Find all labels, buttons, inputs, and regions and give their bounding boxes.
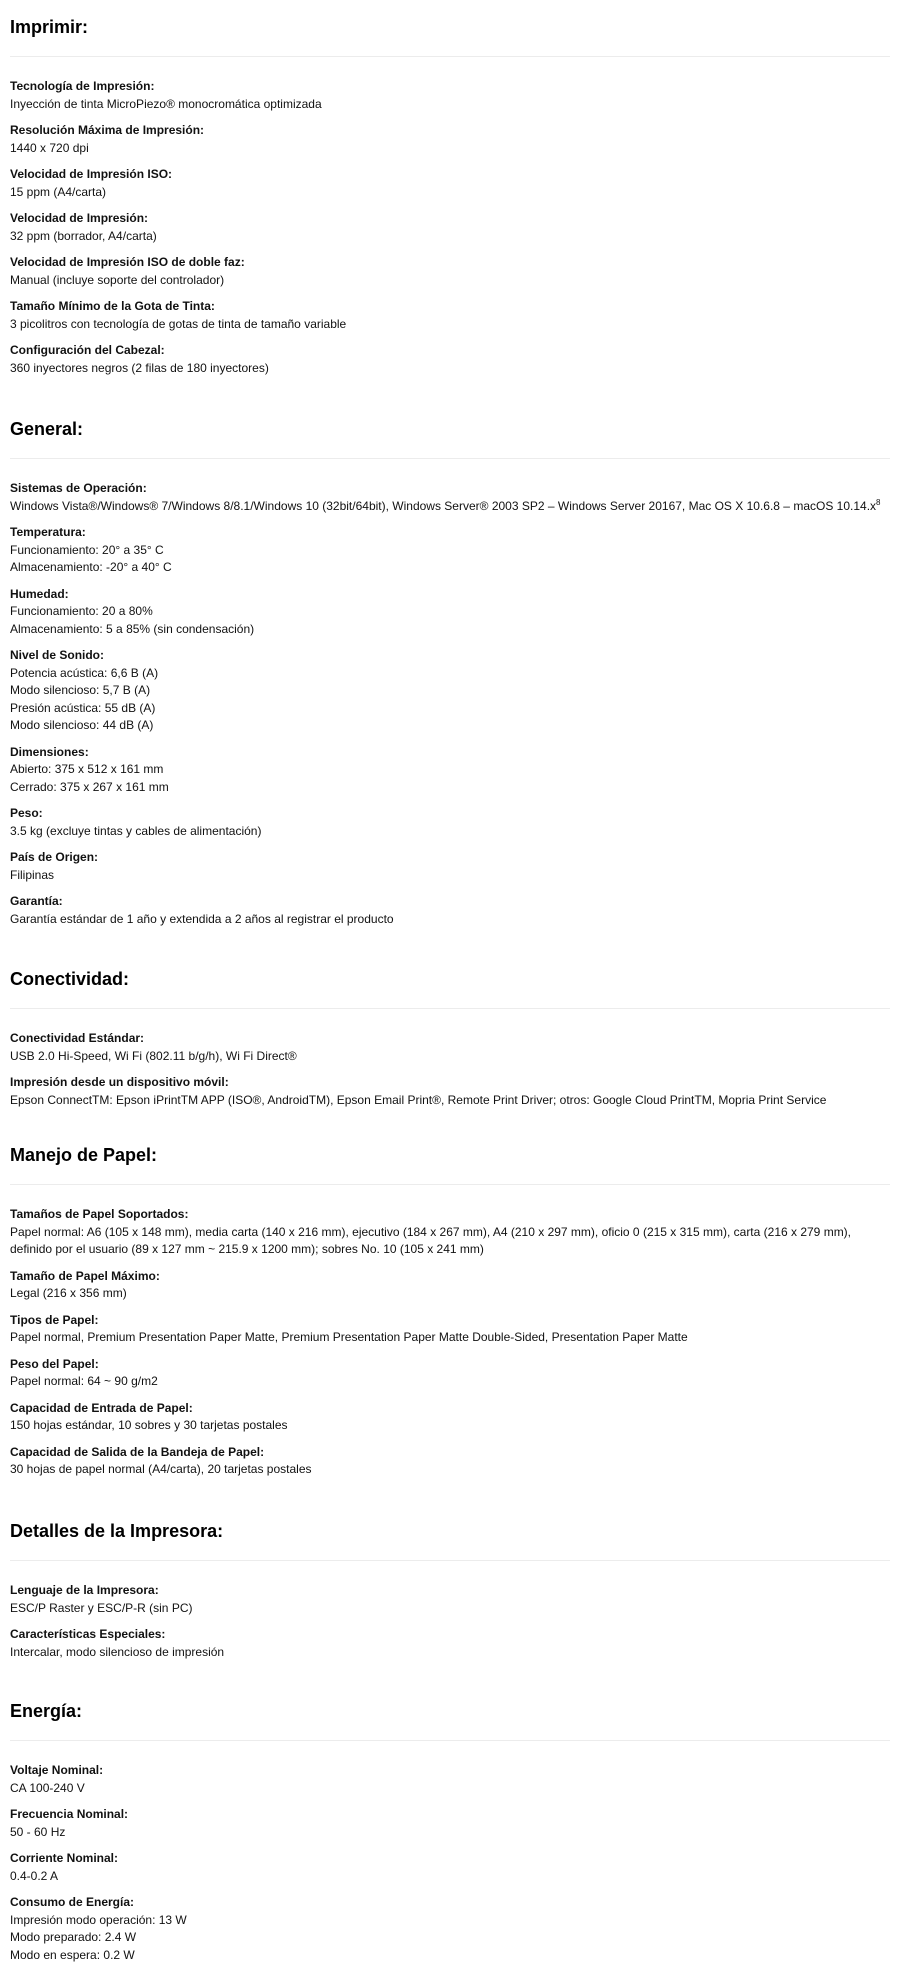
section-divider (10, 1008, 890, 1009)
spec-value (10, 700, 890, 718)
spec-item-tamano-de-papel-maximo (10, 1268, 890, 1303)
spec-value-text: Funcionamiento: 20° a 35° C (10, 542, 164, 557)
spec-label: Tamaños de Papel Soportados: (10, 1207, 189, 1221)
spec-item-voltaje-nominal (10, 1762, 890, 1797)
spec-label: Dimensiones: (10, 744, 89, 759)
spec-value (10, 542, 890, 560)
spec-item-velocidad-de-impresion-iso-de-doble-faz (10, 254, 890, 289)
spec-value (10, 498, 890, 516)
spec-label: Sistemas de Operación: (10, 481, 147, 495)
spec-value (10, 1461, 890, 1479)
spec-item-configuracion-del-cabezal (10, 342, 890, 377)
section-title: Conectividad: (10, 969, 130, 989)
spec-item-tamano-minimo-de-la-gota-de-tinta (10, 298, 890, 333)
spec-label: Capacidad de Entrada de Papel: (10, 1400, 193, 1415)
spec-label: Tamaño Mínimo de la Gota de Tinta: (10, 299, 215, 313)
spec-item-resolucion-maxima-de-impresion (10, 122, 890, 157)
spec-item-caracteristicas-especiales (10, 1626, 890, 1661)
spec-item-capacidad-de-salida-de-la-bandeja-de-papel (10, 1444, 890, 1479)
spec-value-text: Inyección de tinta MicroPiezo® monocromática optimizada (10, 96, 322, 111)
section-divider (10, 1740, 890, 1741)
spec-value (10, 1780, 890, 1798)
spec-value (10, 1824, 890, 1842)
spec-value-text: Modo preparado: 2.4 W (10, 1930, 137, 1944)
spec-value-text: 360 inyectores negros (2 filas de 180 inyectores) (10, 360, 269, 375)
spec-item-pais-de-origen (10, 849, 890, 884)
spec-value (10, 1912, 890, 1930)
spec-item-peso (10, 805, 890, 840)
spec-value (10, 1285, 890, 1303)
spec-label: Impresión desde un dispositivo móvil: (10, 1075, 229, 1089)
spec-label: Velocidad de Impresión ISO: (10, 167, 173, 181)
spec-value (10, 1929, 890, 1947)
spec-value-text: 15 ppm (A4/carta) (10, 184, 107, 199)
spec-value-text: 1440 x 720 dpi (10, 140, 89, 155)
spec-value (10, 184, 890, 202)
spec-label: Lenguaje de la Impresora: (10, 1583, 159, 1597)
spec-label: Garantía: (10, 894, 63, 908)
spec-value (10, 1644, 890, 1662)
spec-label: Características Especiales: (10, 1627, 166, 1641)
spec-value-text: Presión acústica: 55 dB (A) (10, 700, 156, 715)
spec-value (10, 1868, 890, 1886)
spec-label: Corriente Nominal: (10, 1851, 119, 1865)
spec-item-velocidad-de-impresion (10, 210, 890, 245)
spec-label: Velocidad de Impresión ISO de doble faz: (10, 255, 245, 269)
spec-value (10, 1329, 890, 1347)
spec-value-text: 30 hojas de papel normal (A4/carta), 20 tarjetas postales (10, 1462, 312, 1476)
spec-value (10, 779, 890, 797)
spec-value-text: Cerrado: 375 x 267 x 161 mm (10, 779, 169, 794)
spec-label: Voltaje Nominal: (10, 1763, 104, 1777)
spec-value-text: 32 ppm (borrador, A4/carta) (10, 228, 157, 243)
spec-label: País de Origen: (10, 850, 99, 864)
spec-value (10, 360, 890, 378)
spec-value-text: Modo silencioso: 5,7 B (A) (10, 683, 151, 697)
spec-label: Configuración del Cabezal: (10, 343, 165, 357)
spec-value (10, 1241, 890, 1259)
spec-value (10, 911, 890, 929)
spec-value-text: 0.4-0.2 A (10, 1868, 59, 1883)
spec-value (10, 761, 890, 779)
spec-value (10, 1224, 890, 1242)
spec-value-text: Papel normal: 64 ~ 90 g/m2 (10, 1374, 158, 1388)
spec-value (10, 316, 890, 334)
spec-value (10, 1600, 890, 1618)
spec-value-text: 50 - 60 Hz (10, 1824, 66, 1839)
spec-item-capacidad-de-entrada-de-papel (10, 1400, 890, 1435)
spec-label: Consumo de Energía: (10, 1895, 135, 1909)
spec-value-text: Epson ConnectTM: Epson iPrintTM APP (ISO®, AndroidTM), Epson Email Print®, Remote Print Driver; otros: Google Cloud PrintTM, Mopria Print Service (10, 1092, 827, 1107)
section-title: Manejo de Papel: (10, 1145, 158, 1165)
spec-value-text: Modo silencioso: 44 dB (A) (10, 718, 154, 732)
spec-value (10, 717, 890, 735)
spec-item-garantia (10, 893, 890, 928)
section-title: Detalles de la Impresora: (10, 1521, 224, 1541)
spec-label: Conectividad Estándar: (10, 1031, 145, 1045)
spec-value (10, 823, 890, 841)
spec-label: Frecuencia Nominal: (10, 1807, 129, 1821)
spec-value-text: Windows Vista®/Windows® 7/Windows 8/8.1/Windows 10 (32bit/64bit), Windows Server® 2003 SP2 – Windows Server 20167, Mac OS X 10.6.8 – macOS 10.14.x (10, 498, 877, 513)
spec-value-text: Garantía estándar de 1 año y extendida a 2 años al registrar el producto (10, 911, 394, 926)
spec-item-nivel-de-sonido (10, 647, 890, 735)
spec-label: Humedad: (10, 586, 69, 601)
spec-item-impresion-desde-un-dispositivo-movil (10, 1074, 890, 1109)
spec-value-text: Funcionamiento: 20 a 80% (10, 604, 153, 618)
spec-item-corriente-nominal (10, 1850, 890, 1885)
spec-value-text: Abierto: 375 x 512 x 161 mm (10, 762, 164, 776)
spec-item-tecnologia-de-impresion (10, 78, 890, 113)
spec-value (10, 1092, 890, 1110)
spec-value-text: ESC/P Raster y ESC/P-R (sin PC) (10, 1600, 193, 1615)
spec-value-text: CA 100-240 V (10, 1780, 85, 1795)
spec-value-text: definido por el usuario (89 x 127 mm ~ 215.9 x 1200 mm); sobres No. 10 (105 x 241 mm) (10, 1242, 484, 1256)
spec-value-text: USB 2.0 Hi-Speed, Wi Fi (802.11 b/g/h), Wi Fi Direct® (10, 1048, 297, 1063)
spec-item-tamanos-de-papel-soportados (10, 1206, 890, 1259)
spec-item-temperatura (10, 524, 890, 577)
spec-item-tipos-de-papel (10, 1312, 890, 1347)
spec-value (10, 1947, 890, 1965)
spec-item-humedad (10, 586, 890, 639)
spec-value-text: Intercalar, modo silencioso de impresión (10, 1644, 225, 1659)
spec-label: Tecnología de Impresión: (10, 79, 155, 93)
footnote-marker: 8 (876, 497, 881, 507)
section-title: Imprimir: (10, 17, 89, 37)
spec-value (10, 228, 890, 246)
spec-label: Temperatura: (10, 525, 86, 539)
spec-value-text: Impresión modo operación: 13 W (10, 1912, 187, 1927)
spec-item-conectividad-estandar (10, 1030, 890, 1065)
spec-value (10, 1417, 890, 1435)
spec-value (10, 272, 890, 290)
spec-item-frecuencia-nominal (10, 1806, 890, 1841)
spec-value-text: Manual (incluye soporte del controlador) (10, 272, 225, 287)
section-divider (10, 458, 890, 459)
spec-item-lenguaje-de-la-impresora (10, 1582, 890, 1617)
spec-item-consumo-de-energia (10, 1894, 890, 1964)
spec-value (10, 603, 890, 621)
spec-value-text: Papel normal, Premium Presentation Paper Matte, Premium Presentation Paper Matte Double-Sided, Presentation Paper Matte (10, 1330, 688, 1344)
spec-label: Peso: (10, 806, 43, 820)
spec-label: Peso del Papel: (10, 1356, 99, 1371)
spec-value (10, 621, 890, 639)
spec-value (10, 1373, 890, 1391)
spec-value-text: Almacenamiento: -20° a 40° C (10, 560, 172, 574)
spec-value-text: Legal (216 x 356 mm) (10, 1286, 127, 1300)
spec-item-sistemas-de-operacion (10, 480, 890, 515)
spec-value-text: 3.5 kg (excluye tintas y cables de alimentación) (10, 823, 262, 838)
spec-value-text: Modo en espera: 0.2 W (10, 1947, 135, 1962)
spec-value-text: Papel normal: A6 (105 x 148 mm), media carta (140 x 216 mm), ejecutivo (184 x 267 mm), A4 (210 x 297 mm), oficio 0 (215 x 315 mm), carta (216 x 279 mm), (10, 1224, 852, 1239)
spec-value (10, 1048, 890, 1066)
spec-item-dimensiones (10, 744, 890, 797)
section-divider (10, 1184, 890, 1185)
spec-value (10, 867, 890, 885)
section-title: General: (10, 419, 84, 439)
spec-label: Resolución Máxima de Impresión: (10, 123, 205, 137)
spec-label: Nivel de Sonido: (10, 648, 105, 662)
spec-value-text: Potencia acústica: 6,6 B (A) (10, 665, 159, 680)
spec-label: Tamaño de Papel Máximo: (10, 1268, 160, 1283)
spec-value-text: 150 hojas estándar, 10 sobres y 30 tarjetas postales (10, 1418, 288, 1432)
spec-value (10, 665, 890, 683)
spec-label: Capacidad de Salida de la Bandeja de Papel: (10, 1444, 265, 1459)
spec-value (10, 559, 890, 577)
section-divider (10, 1560, 890, 1561)
spec-item-peso-del-papel (10, 1356, 890, 1391)
spec-value (10, 96, 890, 114)
spec-value (10, 682, 890, 700)
spec-value-text: Almacenamiento: 5 a 85% (sin condensación) (10, 621, 255, 636)
spec-label: Velocidad de Impresión: (10, 211, 149, 225)
spec-value (10, 140, 890, 158)
spec-item-velocidad-de-impresion-iso (10, 166, 890, 201)
spec-value-text: 3 picolitros con tecnología de gotas de tinta de tamaño variable (10, 316, 347, 331)
spec-value-text: Filipinas (10, 867, 55, 882)
spec-label: Tipos de Papel: (10, 1312, 99, 1327)
section-title: Energía: (10, 1701, 83, 1721)
section-divider (10, 56, 890, 57)
